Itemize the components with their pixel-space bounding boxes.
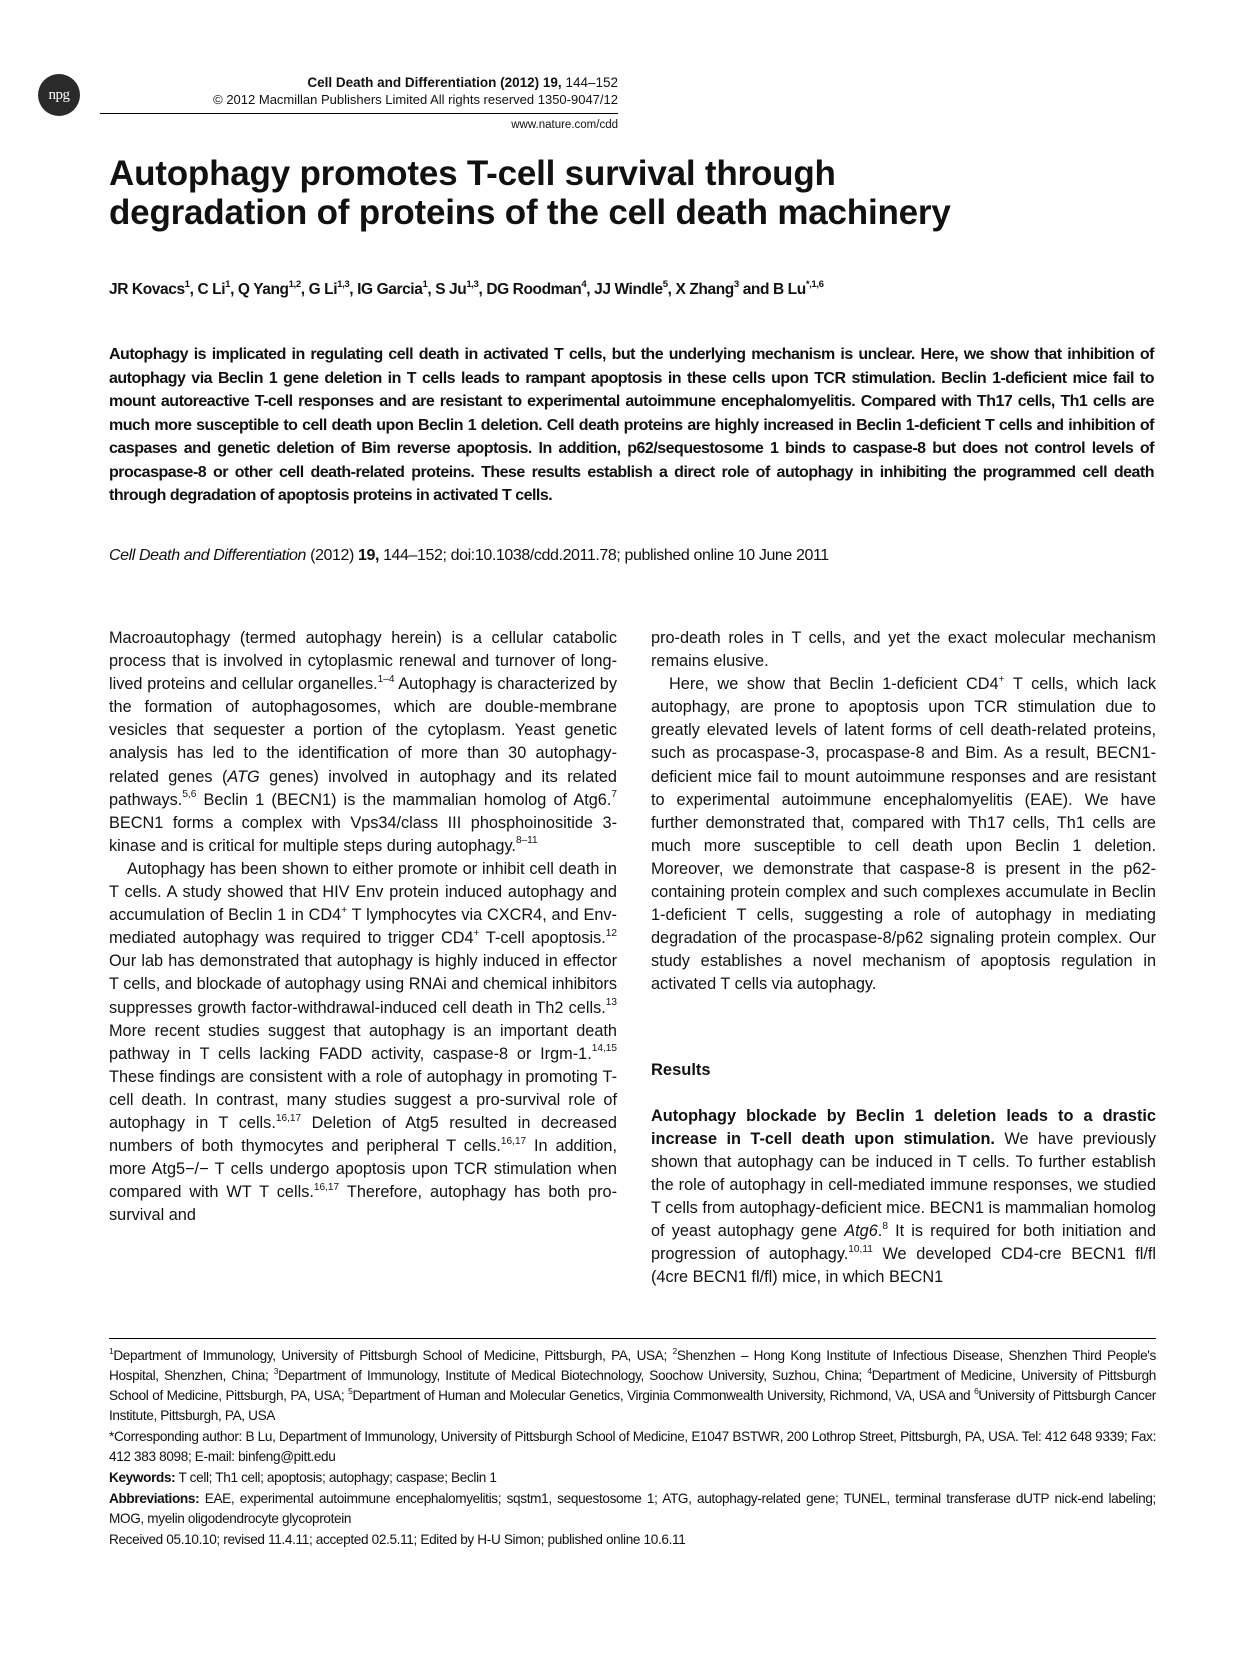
- author-list: JR Kovacs$^1$, C Li$^1$, Q Yang$^{1,2}$, G Li$^{1,3}$, IG Garcia$^1$, S Ju$^{1,3}$, DG Roodman$^4$, JJ Windle$^5$, X Zhang$^3$ and B $Lu^{*,1,6}$: [109, 278, 824, 298]
- section-heading-results: Results: [651, 1060, 711, 1079]
- copyright-line: © 2012 Macmillan Publishers Limited All rights reserved 1350-9047/12: [213, 92, 618, 107]
- author: C Li$^1$: [197, 278, 231, 298]
- title-line-2: degradation of proteins of the cell death machinery: [109, 193, 951, 232]
- title-line-1: Autophagy promotes T-cell survival through: [109, 154, 836, 193]
- abbreviations: Abbreviations: EAE, experimental autoimmune encephalomyelitis; sqstm1, sequestosome 1; ATG, autophagy-related gene; TUNEL, terminal transferase dUTP nick-end labeling; MOG, myelin oligodendrocyte glycoprotein: [109, 1491, 1156, 1526]
- header-divider: [100, 113, 618, 114]
- body-paragraph: Macroautophagy (termed autophagy herein) is a cellular catabolic process that is involved in cytoplasmic renewal and turnover of long-lived proteins and cellular organelles.$^{1-4}$ Autophagy is characterized by the formation of autophagosomes, which are double-membrane vesicles that sequester a portion of the cytoplasm. Yeast genetic analysis has led to the identification of more than 30 autophagy-related genes (ATG genes) involved in autophagy and its related pathways.$^{5,6}$ Beclin 1 (BECN1) is the mammalian homolog of Atg6.$^7$ BECN1 forms a complex with Vps34/class III phosphoinositide 3-kinase and is critical for multiple steps during autophagy.$^{8-11}$: [109, 629, 617, 855]
- article-citation: Cell Death and Differentiation (2012) 19, 144–152; doi:10.1038/cdd.2011.78; published online 10 June 2011: [109, 547, 829, 564]
- corresponding-author: *Corresponding author: B Lu, Department of Immunology, University of Pittsburgh School of Medicine, E1047 BSTWR, 200 Lothrop Street, Pittsburgh, PA, USA. Tel: 412 648 9339; Fax: 412 383 8098; E-mail: binfeng@pitt.edu: [109, 1429, 1156, 1464]
- author: Q Yang$^{1,2}$: [237, 278, 301, 298]
- author: G Li$^{1,3}$: [308, 278, 350, 298]
- journal-citation-line: [100, 74, 618, 91]
- body-column-right: [651, 627, 1156, 1289]
- journal-name: Cell Death and Differentiation (2012) 19,: [307, 75, 562, 90]
- abstract: Autophagy is implicated in regulating cell death in activated T cells, but the underlying mechanism is unclear. Here, we show that inhibition of autophagy via Beclin 1 gene deletion in T cells leads to rampant apoptosis in these cells upon TCR stimulation. Beclin 1-deficient mice fail to mount autoreactive T-cell responses and are resistant to experimental autoimmune encephalomyelitis. Compared with Th17 cells, Th1 cells are much more susceptible to cell death upon Beclin 1 deletion. Cell death proteins are highly increased in Beclin 1-deficient T cells and inhibition of caspases and genetic deletion of Bim reverse apoptosis. In addition, p62/sequestosome 1 binds to caspase-8 but does not control levels of procaspase-8 or other cell death-related proteins. These results establish a direct role of autophagy in inhibiting the programmed cell death through degradation of apoptosis proteins in activated T cells.: [109, 346, 1154, 504]
- body-paragraph: pro-death roles in T cells, and yet the exact molecular mechanism remains elusive.: [651, 629, 1156, 671]
- author: IG Garcia$^1$: [357, 278, 428, 298]
- author: X Zhang$^3$: [675, 278, 739, 298]
- citation-volume: 19,: [357, 547, 380, 564]
- author: DG Roodman$^4$: [486, 278, 587, 298]
- footnotes: [109, 1346, 1156, 1551]
- article-title: [109, 154, 1109, 232]
- page-range: 144–152: [565, 75, 618, 90]
- citation-journal: Cell Death and Differentiation: [109, 547, 307, 564]
- npg-logo: npg: [38, 74, 80, 116]
- runin-heading: Autophagy blockade by Beclin 1 deletion leads to a drastic increase in T-cell death upon stimulation.: [651, 1106, 1156, 1148]
- affiliations: $^1$Department of Immunology, University of Pittsburgh School of Medicine, Pittsburgh, PA, USA; $^2$Shenzhen – Hong Kong Institute of Infectious Disease, Shenzhen Third People's Hospital, Shenzhen, China; $^3$Department of Immunology, Institute of Medical Biotechnology, Soochow University, Suzhou, China; $^4$Department of Medicine, University of Pittsburgh School of Medicine, Pittsburgh, PA, USA; $^5$Department of Human and Molecular Genetics, Virginia Commonwealth University, Richmond, VA, USA and $^6$University of Pittsburgh Cancer Institute, Pittsburgh, PA, USA: [109, 1345, 1157, 1423]
- body-column-left: [109, 627, 617, 1227]
- journal-header: [100, 74, 618, 108]
- author: JR Kovacs$^1$: [109, 278, 190, 298]
- received-dates: Received 05.10.10; revised 11.4.11; accepted 02.5.11; Edited by H-U Simon; published online 10.6.11: [109, 1532, 686, 1547]
- body-paragraph: Here, we show that Beclin 1-deficient CD4+ T cells, which lack autophagy, are prone to apoptosis upon TCR stimulation due to greatly elevated levels of latent forms of cell death-related proteins, such as procaspase-3, procaspase-8 and Bim. As a result, BECN1-deficient mice fail to mount autoimmune responses and are resistant to experimental autoimmune encephalomyelitis (EAE). We have further demonstrated that, compared with Th17 cells, Th1 cells are much more susceptible to cell death upon Beclin 1 deletion. Moreover, we demonstrate that caspase-8 is present in the p62-containing protein complex and such complexes accumulate in Beclin 1-deficient T cells, suggesting a role of autophagy in mediating degradation of the procaspase-8/p62 signaling protein complex. Our study establishes a novel mechanism of apoptosis regulation in activated T cells via autophagy.: [651, 673, 1157, 994]
- author: JJ Windle$^5$: [594, 278, 668, 298]
- journal-url-link[interactable]: www.nature.com/cdd: [511, 119, 618, 131]
- keywords: Keywords: T cell; Th1 cell; apoptosis; autophagy; caspase; Beclin 1: [109, 1470, 497, 1485]
- authors-and: and: [742, 281, 770, 298]
- citation-doi: 144–152; doi:10.1038/cdd.2011.78; published online 10 June 2011: [383, 547, 829, 564]
- author: B $Lu^{*,1,6}$: [772, 278, 824, 298]
- author: S Ju$^{1,3}$: [435, 278, 479, 298]
- footnote-divider: [109, 1338, 1156, 1339]
- body-paragraph: Autophagy blockade by Beclin 1 deletion leads to a drastic increase in T-cell death upon stimulation. We have previously shown that autophagy can be induced in T cells. To further establish the role of autophagy in cell-mediated immune responses, we studied T cells from autophagy-deficient mice. BECN1 is mammalian homolog of yeast autophagy gene Atg6.$^8$ It is required for both initiation and progression of autophagy.$^{10,11}$ We developed CD4-cre BECN1 fl/fl (4cre BECN1 fl/fl) mice, in which BECN1: [651, 1106, 1157, 1287]
- body-paragraph: Autophagy has been shown to either promote or inhibit cell death in T cells. A study showed that HIV Env protein induced autophagy and accumulation of Beclin 1 in CD4+ T lymphocytes via CXCR4, and Env-mediated autophagy was required to trigger CD4+ T-cell apoptosis.$^{12}$ Our lab has demonstrated that autophagy is highly induced in effector T cells, and blockade of autophagy using RNAi and chemical inhibitors suppresses growth factor-withdrawal-induced cell death in Th2 cells.$^{13}$ More recent studies suggest that autophagy is an important death pathway in T cells lacking FADD activity, caspase-8 or Irgm-1.$^{14,15}$ These findings are consistent with a role of autophagy in promoting T-cell death. In contrast, many studies suggest a pro-survival role of autophagy in T cells.$^{16,17}$ Deletion of Atg5 resulted in decreased numbers of both thymocytes and peripheral T cells.$^{16,17}$ In addition, more Atg5−/− T cells undergo apoptosis upon TCR stimulation when compared with WT T cells.$^{16,17}$ Therefore, autophagy has both pro-survival and: [109, 859, 617, 1225]
